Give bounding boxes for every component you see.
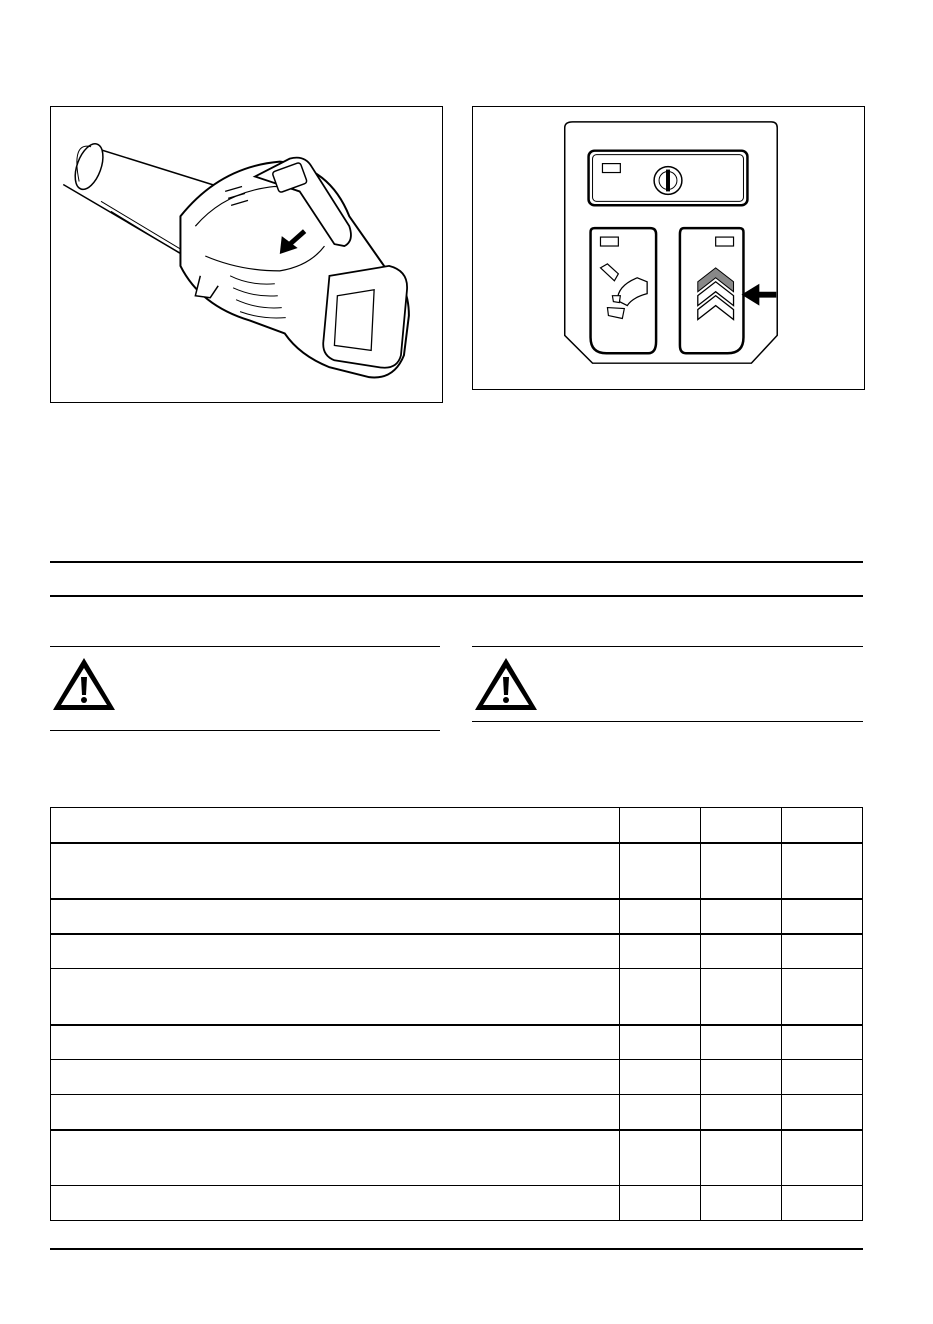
table-cell: [620, 1060, 701, 1095]
table-row: [51, 1130, 863, 1186]
table-cell: [620, 1186, 701, 1221]
table-cell: [701, 1095, 782, 1130]
table-cell: [51, 1186, 620, 1221]
table-cell: [51, 808, 620, 843]
maintenance-table: [50, 807, 863, 1221]
table-row: [51, 1060, 863, 1095]
table-cell: [701, 899, 782, 934]
table-row: [51, 899, 863, 934]
warning-left-top-rule: [50, 646, 440, 647]
table-cell: [782, 843, 863, 899]
table-cell: [782, 1130, 863, 1186]
table-cell: [51, 934, 620, 969]
table-cell: [782, 1095, 863, 1130]
warning-triangle-icon: [472, 655, 540, 713]
table-row: [51, 969, 863, 1025]
table-cell: [782, 808, 863, 843]
table-cell: [782, 934, 863, 969]
table-cell: [51, 843, 620, 899]
table-cell: [620, 1130, 701, 1186]
table-cell: [51, 1095, 620, 1130]
keypad-figure: [472, 106, 865, 390]
footer-rule: [50, 1248, 863, 1250]
table-cell: [701, 1186, 782, 1221]
table-cell: [782, 1186, 863, 1221]
table-cell: [51, 1025, 620, 1060]
warning-right-bottom-rule: [472, 721, 863, 722]
section-top-rule: [50, 561, 863, 563]
table-cell: [51, 969, 620, 1025]
table-cell: [701, 1025, 782, 1060]
warning-right-top-rule: [472, 646, 863, 647]
keypad-illustration: [473, 107, 864, 389]
table-cell: [620, 843, 701, 899]
table-cell: [620, 808, 701, 843]
table-cell: [782, 899, 863, 934]
table-cell: [701, 808, 782, 843]
table-cell: [782, 1060, 863, 1095]
table-cell: [51, 899, 620, 934]
table-row: [51, 1186, 863, 1221]
table-cell: [701, 1130, 782, 1186]
table-cell: [620, 969, 701, 1025]
table-cell: [51, 1060, 620, 1095]
table-cell: [701, 934, 782, 969]
blower-handle-figure: [50, 106, 443, 403]
table-cell: [620, 899, 701, 934]
table-row: [51, 1025, 863, 1060]
table-cell: [51, 1130, 620, 1186]
table-row: [51, 1095, 863, 1130]
section-title-rule: [50, 595, 863, 597]
table-row: [51, 934, 863, 969]
table-cell: [782, 1025, 863, 1060]
table-cell: [701, 1060, 782, 1095]
table-cell: [620, 1095, 701, 1130]
blower-handle-illustration: [51, 107, 442, 402]
table-cell: [620, 934, 701, 969]
table-cell: [620, 1025, 701, 1060]
table-cell: [701, 843, 782, 899]
table-row: [51, 808, 863, 843]
warning-triangle-icon: [50, 655, 118, 713]
table-cell: [782, 969, 863, 1025]
table-cell: [701, 969, 782, 1025]
warning-left-bottom-rule: [50, 730, 440, 731]
table-row: [51, 843, 863, 899]
